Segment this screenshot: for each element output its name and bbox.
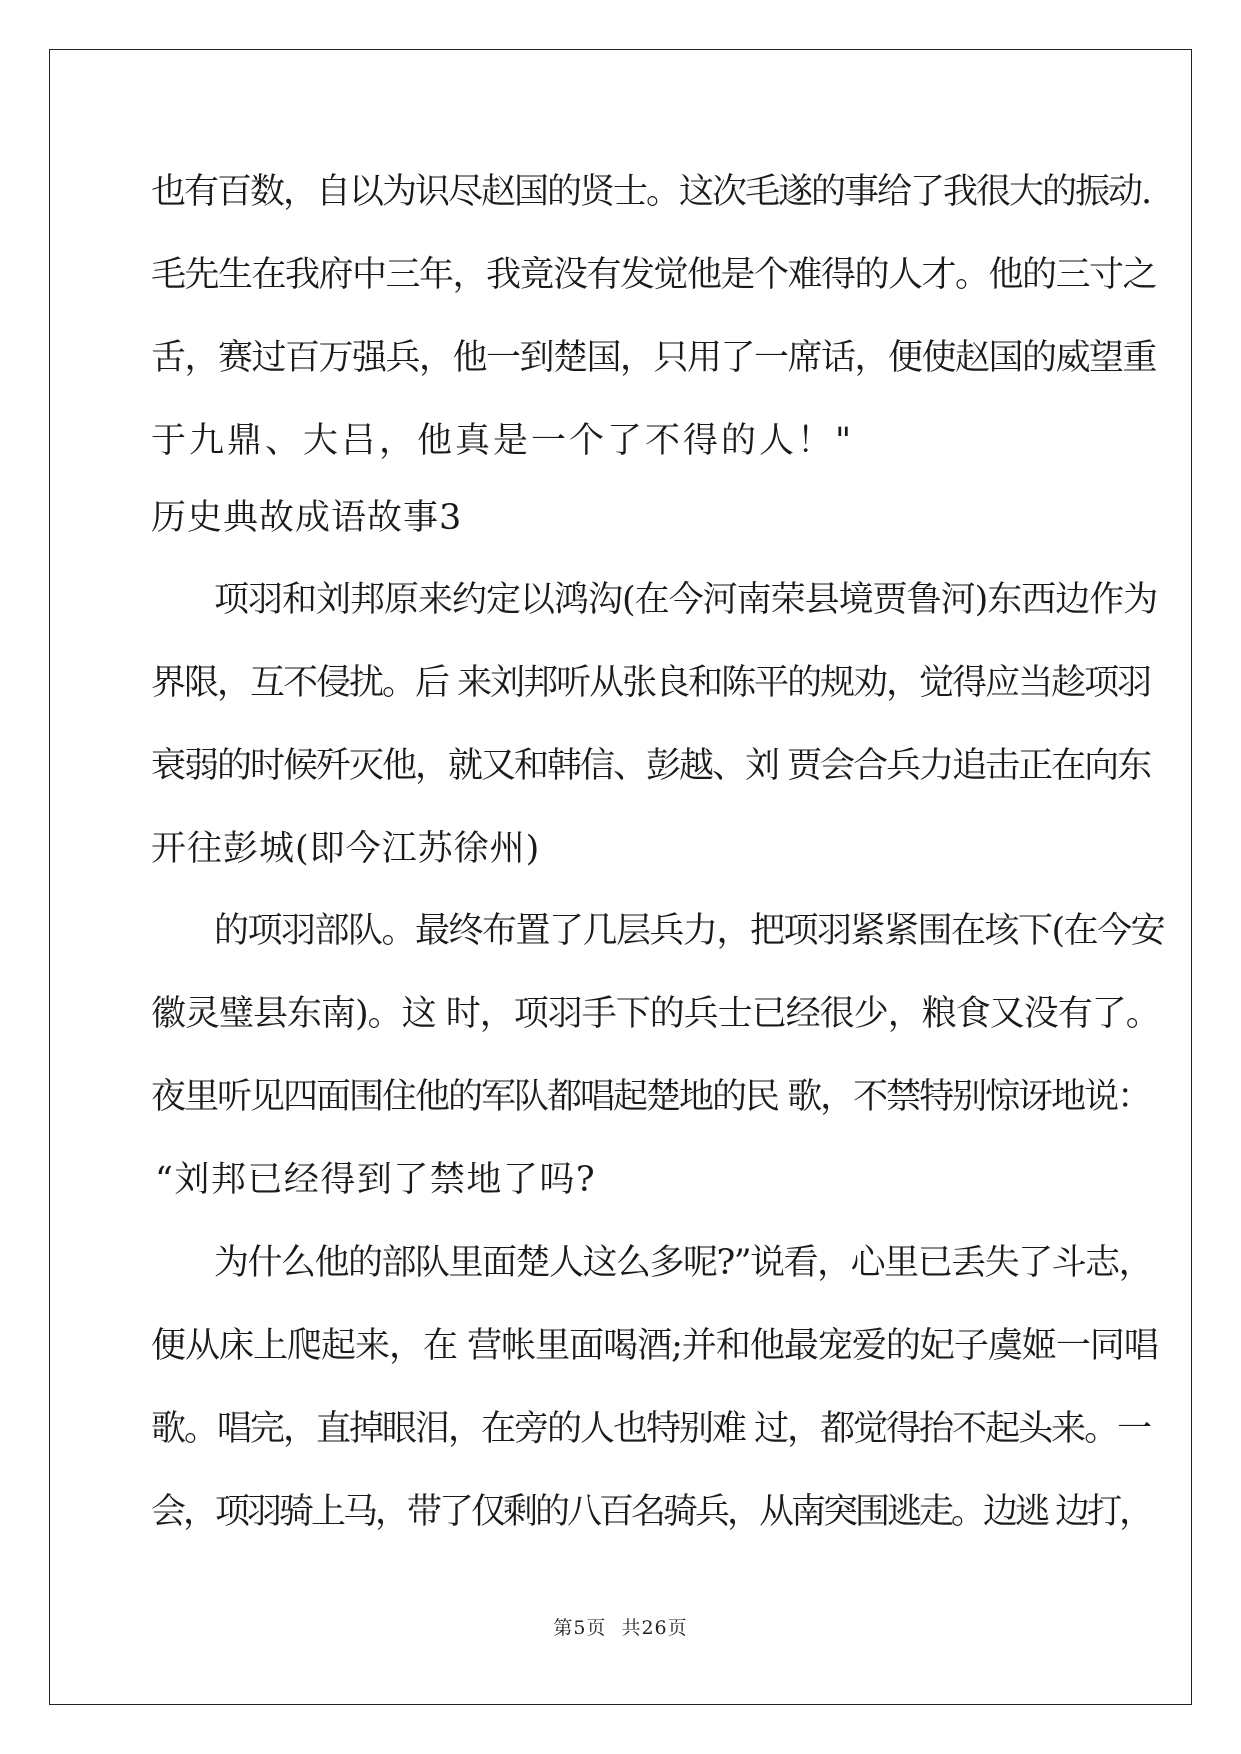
text-line: 也有百数，自以为识尽赵国的贤士。这次毛遂的事给了我很大的振动. (151, 172, 1151, 212)
text-line: 衰弱的时候歼灭他，就又和韩信、彭越、刘 贾会合兵力追击正在向东 (151, 746, 1151, 786)
text-line: 项羽和刘邦原来约定以鸿沟(在今河南荣县境贾鲁河)东西边作为 (214, 580, 1158, 620)
text-line: “刘邦已经得到了禁地了吗? (155, 1160, 597, 1200)
text-line: 歌。唱完，直掉眼泪，在旁的人也特别难 过，都觉得抬不起头来。一 (151, 1409, 1151, 1449)
text-line: 舌，赛过百万强兵，他一到楚国，只用了一席话，便使赵国的威望重 (151, 338, 1157, 378)
text-line: 为什么他的部队里面楚人这么多呢?”说看，心里已丢失了斗志， (214, 1243, 1153, 1283)
section-heading: 历史典故成语故事3 (151, 498, 463, 538)
text-line: 徽灵璧县东南)。这 时，项羽手下的兵士已经很少，粮食又没有了。 (151, 994, 1160, 1034)
text-line: 界限，互不侵扰。后 来刘邦听从张良和陈平的规劝，觉得应当趁项羽 (151, 663, 1151, 703)
page-total: 共26页 (621, 1617, 688, 1639)
text-line: 的项羽部队。最终布置了几层兵力，把项羽紧紧围在垓下(在今安 (214, 911, 1165, 951)
text-line: 开往彭城(即今江苏徐州) (151, 829, 541, 869)
text-line: 夜里听见四面围住他的军队都唱起楚地的民 歌，不禁特别惊讶地说： (151, 1077, 1151, 1117)
page-footer (0, 1613, 1241, 1640)
page-border (49, 49, 1192, 1705)
text-line: 会，项羽骑上马，带了仅剩的八百名骑兵，从南突围逃走。边逃 边打， (151, 1492, 1152, 1532)
text-line: 于九鼎、大吕，他真是一个了不得的人！" (151, 421, 855, 461)
text-line: 毛先生在我府中三年，我竟没有发觉他是个难得的人才。他的三寸之 (151, 255, 1157, 295)
text-line: 便从床上爬起来，在 营帐里面喝酒;并和他最宠爱的妃子虞姬一同唱 (151, 1326, 1158, 1366)
page-number: 第5页 (553, 1617, 607, 1639)
